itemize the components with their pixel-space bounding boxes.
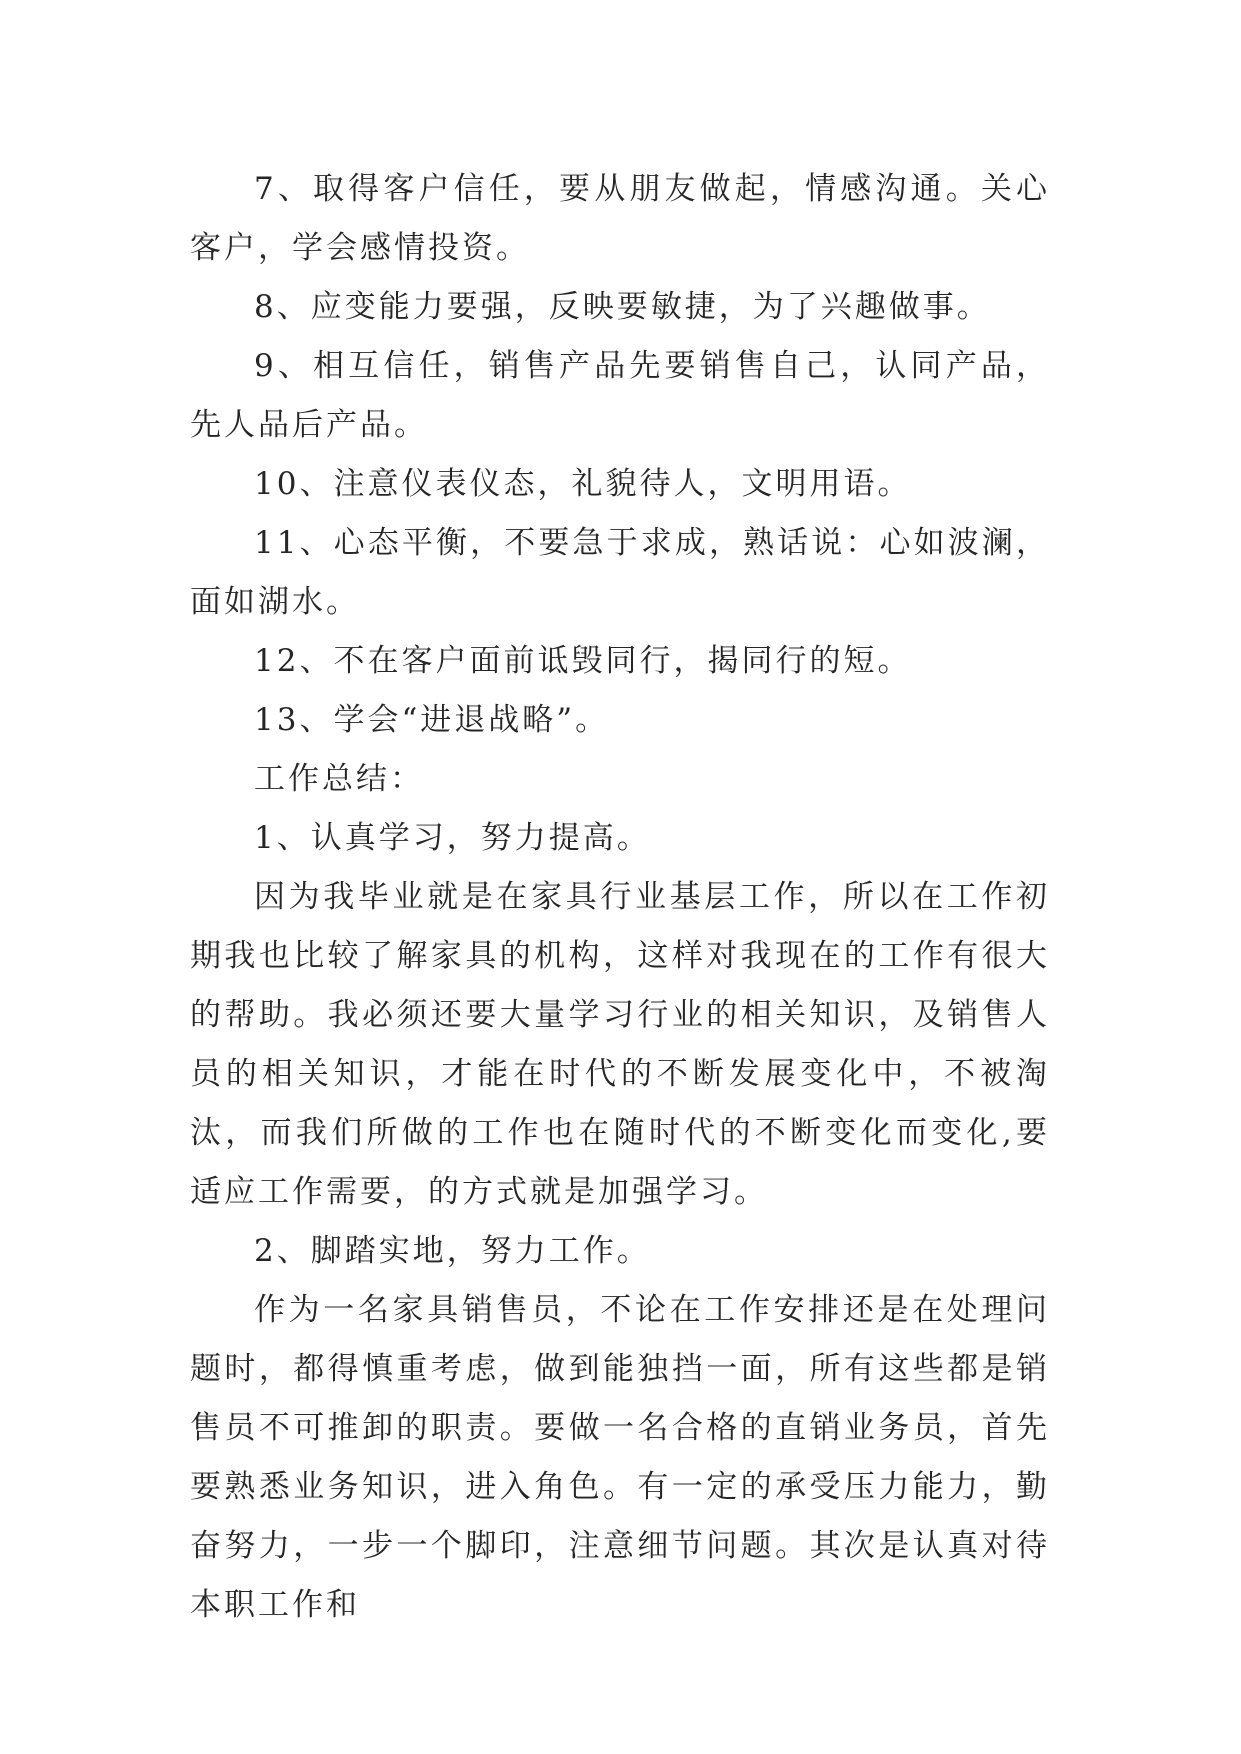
paragraph-item-10: 10、注意仪表仪态，礼貌待人，文明用语。 [254, 466, 912, 502]
document-body [190, 160, 1050, 1635]
summary-point-2-body: 作为一名家具销售员，不论在工作安排还是在处理问题时，都得慎重考虑，做到能独挡一面，所有这些都是销售员不可推卸的职责。要做一名合格的直销业务员，首先要熟悉业务知识，进入角色。有一定的承受压力能力，勤奋努力，一步一个脚印，注意细节问题。其次是认真对待本职工作和 [190, 1292, 1050, 1623]
paragraph-item-12: 12、不在客户面前诋毁同行，揭同行的短。 [254, 643, 912, 679]
paragraph-item-9: 9、相互信任，销售产品先要销售自己，认同产品，先人品后产品。 [190, 348, 1050, 443]
paragraph-item-8: 8、应变能力要强，反映要敏捷，为了兴趣做事。 [254, 289, 991, 325]
summary-point-1-body: 因为我毕业就是在家具行业基层工作，所以在工作初期我也比较了解家具的机构，这样对我现在的工作有很大的帮助。我必须还要大量学习行业的相关知识，及销售人员的相关知识，才能在时代的不断发展变化中，不被淘汰，而我们所做的工作也在随时代的不断变化而变化,要适应工作需要，的方式就是加强学习。 [190, 879, 1050, 1210]
section-heading-work-summary: 工作总结： [254, 761, 424, 797]
paragraph-item-13: 13、学会“进退战略”。 [254, 702, 610, 738]
summary-point-1-heading: 1、认真学习，努力提高。 [254, 820, 651, 856]
paragraph-item-7: 7、取得客户信任，要从朋友做起，情感沟通。关心客户，学会感情投资。 [190, 171, 1050, 266]
paragraph-item-11: 11、心态平衡，不要急于求成，熟话说：心如波澜，面如湖水。 [190, 525, 1050, 620]
summary-point-2-heading: 2、脚踏实地，努力工作。 [254, 1233, 651, 1269]
